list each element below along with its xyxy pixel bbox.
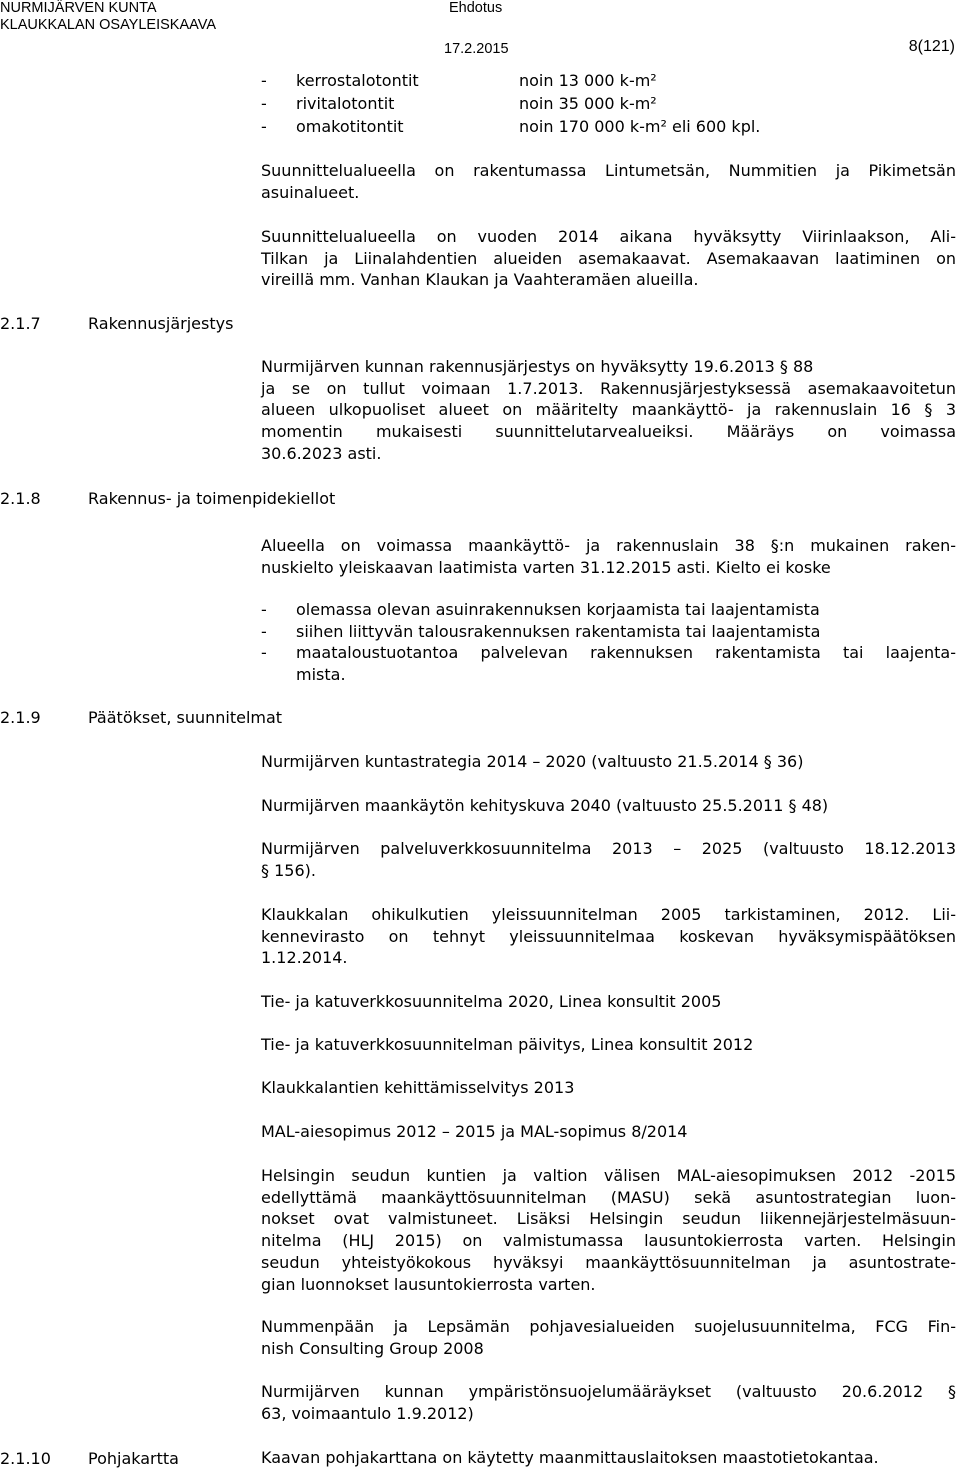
org-name: NURMIJÄRVEN KUNTA [0,0,157,16]
kiellot-list [261,599,956,686]
section-heading-pohjakartta [0,1448,179,1469]
list-item: - kerrostalotontit noin 13 000 k-m² [261,71,657,90]
list-item: - rivitalotontit noin 35 000 k-m² [261,94,657,113]
section-number: 2.1.9 [0,708,41,727]
document-type: Ehdotus [449,0,503,16]
paragraph-kiellot: Alueella on voimassa maankäyttö- ja rakennuslain 38 §:n mukainen raken- nuskielto yleiskaavan laatimista varten 31.12.2015 asti. Kielto ei koske [261,536,956,577]
plan-name: KLAUKKALAN OSAYLEISKAAVA [0,17,216,33]
list-item-value: noin 170 000 k-m² eli 600 kpl. [519,117,761,136]
body-column [261,0,956,1470]
decision-item: Tie- ja katuverkkosuunnitelman päivitys, Linea konsultit 2012 [261,1035,754,1054]
section-number: 2.1.7 [0,314,41,333]
decision-item: Helsingin seudun kuntien ja valtion välisen MAL-aiesopimuksen 2012 -2015 edellyttämä maankäyttösuunnitelman (MASU) sekä asuntostrategian luon- nokset ovat valmistuneet. Lisäksi Helsingin seudun liikennejärjestelmäsuun- nitelma (HLJ 2015) on valmistumassa lausuntokierrosta varten. Helsingin seudun yhteistyökokous hyväksyi maankäyttösuunnitelman ja asuntostrate- gian luonnokset lausuntokierrosta varten. [261,1166,956,1294]
paragraph-pohjakartta: Kaavan pohjakarttana on käytetty maanmittauslaitoksen maastotietokantaa. [261,1448,879,1467]
list-item-value: noin 13 000 k-m² [519,71,657,90]
section-title: Päätökset, suunnitelmat [88,708,283,727]
paragraph-intro-1: Suunnittelualueella on rakentumassa Lintumetsän, Nummitien ja Pikimetsän asuinalueet. [261,161,956,202]
section-number: 2.1.10 [0,1449,51,1468]
section-title: Rakennus- ja toimenpidekiellot [88,489,336,508]
paragraph-rakennusjarjestys: Nurmijärven kunnan rakennusjärjestys on hyväksytty 19.6.2013 § 88 ja se on tullut voimaan 1.7.2013. Rakennusjärjestyksessä asemakaavoitetun alueen ulkopuoliset alueet on määritelty maankäyttö- ja rakennuslain 16 § 3 momentin mukaisesti suunnittelutarvealueiksi. Määräys on voimassa 30.6.2023 asti. [261,357,956,463]
list-item: - maataloustuotantoa palvelevan rakennuksen rakentamista tai laajenta- mista. [261,643,956,685]
document-date: 17.2.2015 [444,41,509,57]
decision-item: Tie- ja katuverkkosuunnitelma 2020, Linea konsultit 2005 [261,992,722,1011]
decision-item: Nurmijärven kuntastrategia 2014 – 2020 (valtuusto 21.5.2014 § 36) [261,752,804,771]
decision-item: Klaukkalan ohikulkutien yleissuunnitelman 2005 tarkistaminen, 2012. Lii- kennevirasto on tehnyt yleissuunnitelmaa koskevan hyväksymispäätöksen 1.12.2014. [261,905,956,968]
list-item-label: kerrostalotontit [296,71,419,90]
decision-item: Nurmijärven maankäytön kehityskuva 2040 (valtuusto 25.5.2011 § 48) [261,796,829,815]
decision-item: MAL-aiesopimus 2012 – 2015 ja MAL-sopimus 8/2014 [261,1122,688,1141]
section-heading-rakennusjarjestys [0,313,233,334]
decision-item: Klaukkalantien kehittämisselvitys 2013 [261,1078,575,1097]
list-item: - omakotitontit noin 170 000 k-m² eli 600 kpl. [261,117,761,136]
paragraph-intro-2: Suunnittelualueella on vuoden 2014 aikana hyväksytty Viirinlaakson, Ali- Tilkan ja Liinalahdentien alueiden asemakaavat. Asemakaavan laatiminen on vireillä mm. Vanhan Klaukan ja Vaahteramäen alueilla. [261,227,956,290]
section-title: Rakennusjärjestys [88,314,234,333]
section-title: Pohjakartta [88,1449,179,1468]
list-item-label: omakotitontit [296,117,404,136]
organization-header [0,0,216,34]
section-number: 2.1.8 [0,489,41,508]
list-item-value: noin 35 000 k-m² [519,94,657,113]
decision-item: Nurmijärven palveluverkkosuunnitelma 2013 – 2025 (valtuusto 18.12.2013 § 156). [261,839,956,880]
list-item-label: rivitalotontit [296,94,395,113]
list-item: - olemassa olevan asuinrakennuksen korjaamista tai laajentamista [261,600,820,619]
list-item: - siihen liittyvän talousrakennuksen rakentamista tai laajentamista [261,621,821,641]
section-heading-paatokset [0,707,282,728]
page-number: 8(121) [908,38,955,55]
decision-item: Nurmijärven kunnan ympäristönsuojelumääräykset (valtuusto 20.6.2012 § 63, voimaantulo 1.9.2012) [261,1382,956,1423]
decision-item: Nummenpään ja Lepsämän pohjavesialueiden suojelusuunnitelma, FCG Fin- nish Consulting Group 2008 [261,1317,956,1358]
